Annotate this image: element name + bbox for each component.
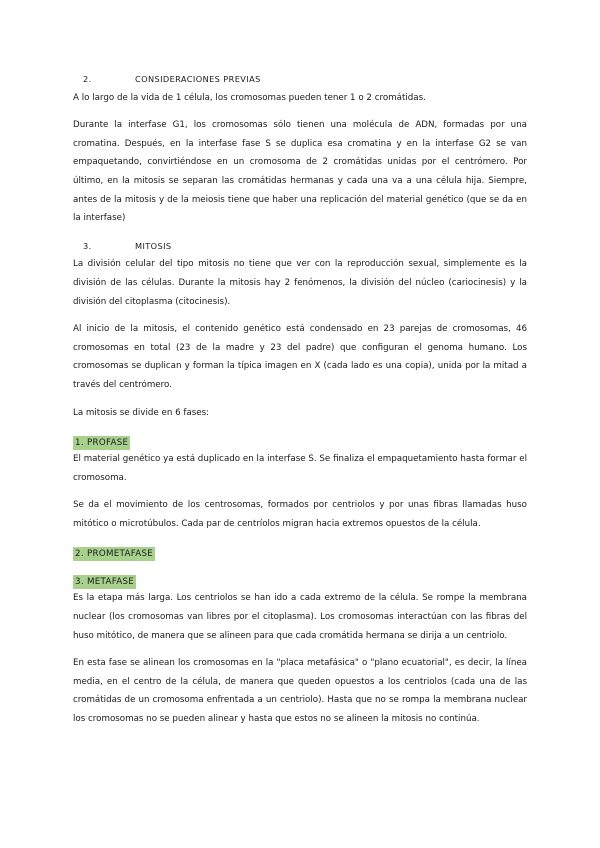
- paragraph: El material genético ya está duplicado en la interfase S. Se finaliza el empaquetamiento hasta formar el cromosoma.: [73, 454, 527, 483]
- paragraph: Durante la interfase G1, los cromosomas sólo tienen una molécula de ADN, formadas por una cromatina. Después, en la interfase fase S se duplica esa cromatina y en la interfase G2 se van empaquetando, convirtiéndose en un cromosoma de 2 cromátidas unidas por el centrómero. Por último, en la mitosis se separan las cromátidas hermanas y cada una va a una célula hija. Siempre, antes de la mitosis y de la meiosis tiene que haber una replicación del material genético (que se da en la interfase): [73, 120, 527, 224]
- section-number: 3.: [83, 240, 92, 251]
- paragraph: A lo largo de la vida de 1 célula, los cromosomas pueden tener 1 o 2 cromátidas.: [73, 92, 426, 103]
- section-number: 2.: [83, 74, 92, 84]
- section-title: MITOSIS: [135, 240, 172, 251]
- phase-label-metafase: 3. METAFASE: [75, 577, 135, 588]
- paragraph: Al inicio de la mitosis, el contenido genético está condensado en 23 parejas de cromosomas, 46 cromosomas en total (23 de la madre y 23 del padre) que configuran el genoma humano. Los cromosomas se duplican y forman la típica imagen en X (cada lado es una copia), unida por la mitad a través del centrómero.: [73, 324, 527, 390]
- paragraph: Es la etapa más larga. Los centriolos se han ido a cada extremo de la célula. Se rompe la membrana nuclear (los cromosomas van libres por el citoplasma). Los cromosomas interactúan con las fibras del huso mitótico, de manera que se alineen para que cada cromátida hermana se dirija a un centriolo.: [73, 593, 527, 641]
- section-heading-consideraciones: [73, 70, 527, 89]
- paragraph: La mitosis se divide en 6 fases:: [73, 407, 210, 418]
- phase-label-prometafase: 2. PROMETAFASE: [75, 549, 154, 560]
- section-heading-mitosis: [73, 237, 527, 256]
- paragraph: En esta fase se alinean los cromosomas en la "placa metafásica" o "plano ecuatorial", es decir, la línea media, en el centro de la célula, de manera que queden opuestos a los centriolos (cada una de las cromátidas de un cromosoma enfrentada a un centriolo). Hasta que no se rompa la membrana nuclear los cromosomas no se pueden alinear y hasta que estos no se alineen la mitosis no continúa.: [73, 658, 527, 725]
- paragraph: La división celular del tipo mitosis no tiene que ver con la reproducción sexual, simplemente es la división de las células. Durante la mitosis hay 2 fenómenos, la división del núcleo (cariocinesis) y la división del citoplasma (citocinesis).: [73, 259, 527, 307]
- phase-label-profase: 1. PROFASE: [75, 438, 129, 449]
- section-title: CONSIDERACIONES PREVIAS: [135, 74, 261, 84]
- paragraph: Se da el movimiento de los centrosomas, formados por centriolos y por unas fibras llamadas huso mitótico o microtúbulos. Cada par de centríolos migran hacia extremos opuestos de la célula.: [73, 500, 527, 529]
